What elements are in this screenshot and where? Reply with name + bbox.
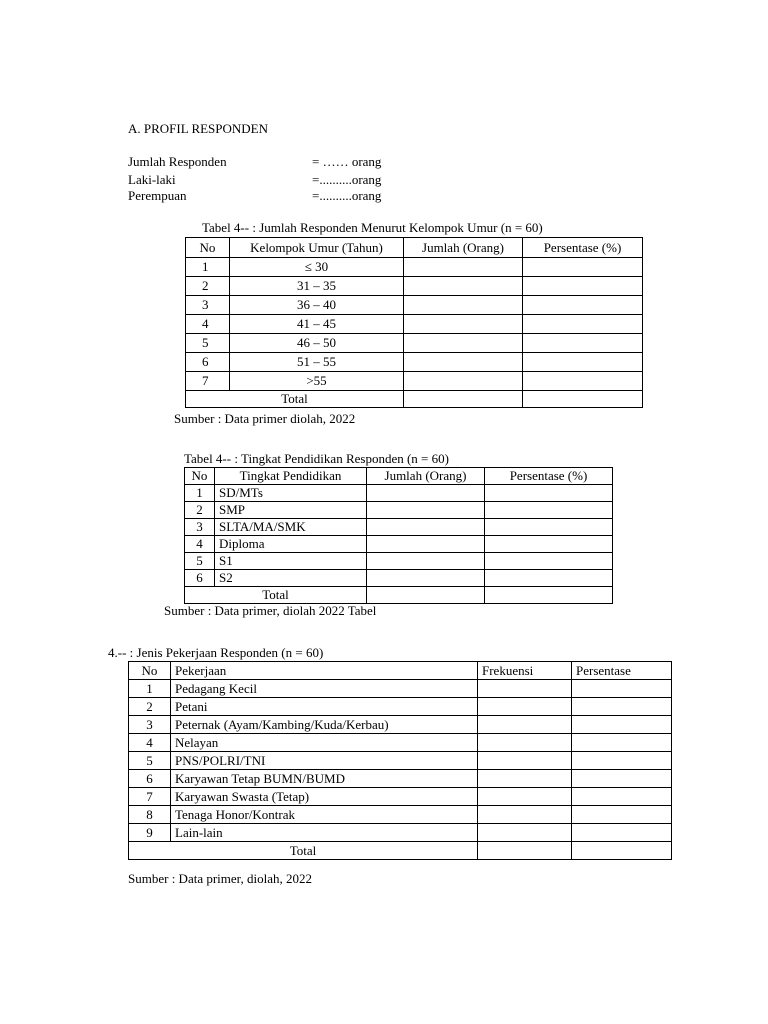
empty-cell [478, 698, 572, 716]
row-no: 4 [185, 536, 215, 553]
table1-source: Sumber : Data primer diolah, 2022 [174, 411, 356, 426]
empty-cell [485, 570, 613, 587]
empty-cell [367, 485, 485, 502]
table1-header-percent: Persentase (%) [523, 238, 643, 258]
table-row [185, 502, 613, 519]
empty-cell [572, 842, 672, 860]
empty-cell [523, 315, 643, 334]
empty-cell [367, 570, 485, 587]
empty-cell [404, 372, 523, 391]
row-no: 9 [129, 824, 171, 842]
row-no: 3 [186, 296, 230, 315]
row-no: 6 [186, 353, 230, 372]
row-no: 4 [186, 315, 230, 334]
empty-cell [485, 587, 613, 604]
row-no: 1 [129, 680, 171, 698]
table3-header-occupation: Pekerjaan [171, 662, 478, 680]
table-row [129, 806, 672, 824]
row-value: Pedagang Kecil [171, 680, 478, 698]
table-row [185, 519, 613, 536]
row-value: Nelayan [171, 734, 478, 752]
table-row [129, 770, 672, 788]
empty-cell [478, 842, 572, 860]
row-no: 7 [186, 372, 230, 391]
row-value: Karyawan Swasta (Tetap) [171, 788, 478, 806]
empty-cell [404, 353, 523, 372]
table-row [129, 788, 672, 806]
row-value: SLTA/MA/SMK [215, 519, 367, 536]
table-row [186, 258, 643, 277]
table2-header-no: No [185, 468, 215, 485]
table2-header-percent: Persentase (%) [485, 468, 613, 485]
table-row [186, 334, 643, 353]
empty-cell [523, 353, 643, 372]
empty-cell [572, 806, 672, 824]
table1-header-no: No [186, 238, 230, 258]
row-value: S1 [215, 553, 367, 570]
row-no: 3 [185, 519, 215, 536]
empty-cell [404, 315, 523, 334]
empty-cell [367, 536, 485, 553]
table-row [129, 716, 672, 734]
empty-cell [523, 372, 643, 391]
occupation-table [128, 661, 672, 860]
table-row [186, 372, 643, 391]
empty-cell [485, 553, 613, 570]
empty-cell [367, 519, 485, 536]
row-value: Diploma [215, 536, 367, 553]
total-label: Total [186, 391, 404, 408]
table-row [185, 536, 613, 553]
table2-header-count: Jumlah (Orang) [367, 468, 485, 485]
row-no: 5 [129, 752, 171, 770]
table-row [185, 485, 613, 502]
table3-header-frequency: Frekuensi [478, 662, 572, 680]
empty-cell [478, 680, 572, 698]
row-no: 7 [129, 788, 171, 806]
row-no: 2 [186, 277, 230, 296]
empty-cell [523, 334, 643, 353]
row-no: 6 [185, 570, 215, 587]
row-no: 1 [186, 258, 230, 277]
summary-value-total: = …… orang [312, 154, 382, 169]
summary-label-male: Laki-laki [128, 172, 176, 187]
table3-source: Sumber : Data primer, diolah, 2022 [128, 871, 312, 886]
row-value: 46 – 50 [230, 334, 404, 353]
table-row [129, 680, 672, 698]
row-no: 2 [185, 502, 215, 519]
row-value: 51 – 55 [230, 353, 404, 372]
empty-cell [485, 502, 613, 519]
table-total-row [129, 842, 672, 860]
table-row [186, 277, 643, 296]
empty-cell [485, 485, 613, 502]
empty-cell [478, 770, 572, 788]
row-value: Petani [171, 698, 478, 716]
total-label: Total [185, 587, 367, 604]
table-row [129, 698, 672, 716]
empty-cell [572, 734, 672, 752]
empty-cell [404, 334, 523, 353]
table3-header-percent: Persentase [572, 662, 672, 680]
empty-cell [572, 698, 672, 716]
table-row [186, 296, 643, 315]
empty-cell [478, 824, 572, 842]
row-value: Karyawan Tetap BUMN/BUMD [171, 770, 478, 788]
empty-cell [478, 788, 572, 806]
empty-cell [572, 680, 672, 698]
empty-cell [404, 258, 523, 277]
table1-header-age: Kelompok Umur (Tahun) [230, 238, 404, 258]
table3-header-no: No [129, 662, 171, 680]
row-value: Tenaga Honor/Kontrak [171, 806, 478, 824]
empty-cell [572, 752, 672, 770]
table1-caption: Tabel 4-- : Jumlah Responden Menurut Kelompok Umur (n = 60) [202, 220, 543, 235]
summary-value-female: =..........orang [312, 188, 382, 203]
empty-cell [478, 734, 572, 752]
summary-label-female: Perempuan [128, 188, 187, 203]
total-label: Total [129, 842, 478, 860]
row-no: 3 [129, 716, 171, 734]
table2-source: Sumber : Data primer, diolah 2022 Tabel [164, 603, 377, 618]
empty-cell [485, 536, 613, 553]
empty-cell [523, 277, 643, 296]
row-value: PNS/POLRI/TNI [171, 752, 478, 770]
table-row [129, 752, 672, 770]
empty-cell [572, 770, 672, 788]
table-total-row [186, 391, 643, 408]
row-no: 1 [185, 485, 215, 502]
row-value: Peternak (Ayam/Kambing/Kuda/Kerbau) [171, 716, 478, 734]
section-heading: A. PROFIL RESPONDEN [128, 121, 269, 136]
row-no: 2 [129, 698, 171, 716]
table-row [129, 824, 672, 842]
empty-cell [478, 716, 572, 734]
row-value: >55 [230, 372, 404, 391]
table3-caption: 4.-- : Jenis Pekerjaan Responden (n = 60) [108, 645, 324, 660]
row-value: SD/MTs [215, 485, 367, 502]
empty-cell [478, 752, 572, 770]
table2-caption: Tabel 4-- : Tingkat Pendidikan Responden (n = 60) [184, 451, 449, 466]
row-value: ≤ 30 [230, 258, 404, 277]
education-table [184, 467, 613, 604]
row-no: 8 [129, 806, 171, 824]
empty-cell [404, 296, 523, 315]
empty-cell [523, 391, 643, 408]
table-row [186, 315, 643, 334]
empty-cell [572, 788, 672, 806]
age-group-table [185, 237, 643, 408]
empty-cell [478, 806, 572, 824]
empty-cell [404, 277, 523, 296]
empty-cell [404, 391, 523, 408]
summary-label-total: Jumlah Responden [128, 154, 227, 169]
empty-cell [523, 258, 643, 277]
empty-cell [572, 824, 672, 842]
empty-cell [523, 296, 643, 315]
row-value: SMP [215, 502, 367, 519]
empty-cell [367, 587, 485, 604]
table-row [186, 353, 643, 372]
table-row [129, 734, 672, 752]
empty-cell [367, 502, 485, 519]
row-value: 36 – 40 [230, 296, 404, 315]
row-no: 5 [185, 553, 215, 570]
empty-cell [367, 553, 485, 570]
empty-cell [485, 519, 613, 536]
table1-header-count: Jumlah (Orang) [404, 238, 523, 258]
summary-value-male: =..........orang [312, 172, 382, 187]
row-value: 41 – 45 [230, 315, 404, 334]
row-value: 31 – 35 [230, 277, 404, 296]
table-total-row [185, 587, 613, 604]
table2-header-education: Tingkat Pendidikan [215, 468, 367, 485]
row-no: 4 [129, 734, 171, 752]
empty-cell [572, 716, 672, 734]
table-row [185, 570, 613, 587]
row-value: Lain-lain [171, 824, 478, 842]
row-no: 5 [186, 334, 230, 353]
row-no: 6 [129, 770, 171, 788]
table-row [185, 553, 613, 570]
row-value: S2 [215, 570, 367, 587]
